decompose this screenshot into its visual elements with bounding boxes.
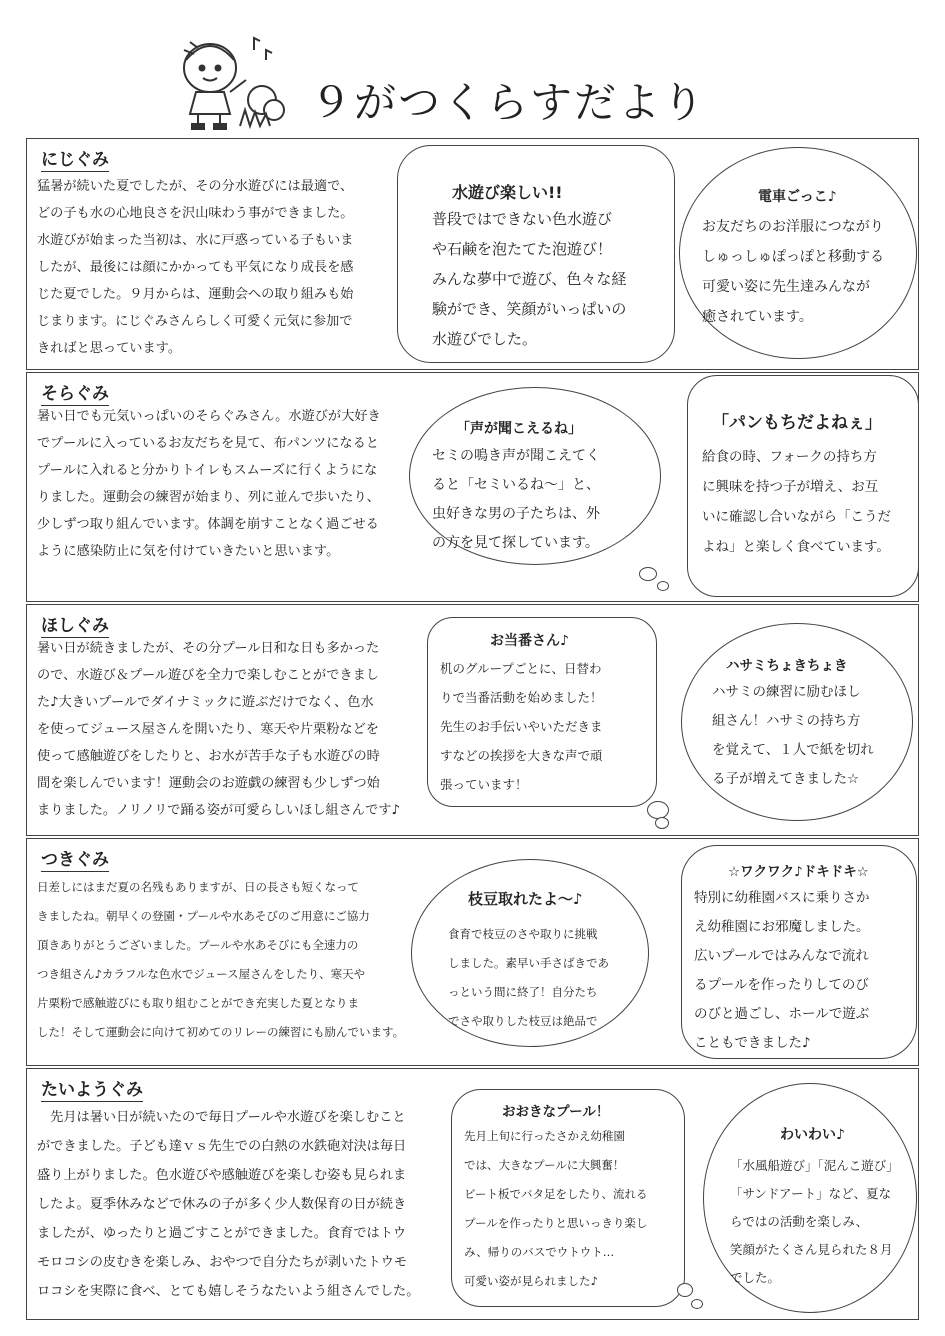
class-name: たいようぐみ	[41, 1075, 143, 1102]
class-name: にじぐみ	[41, 145, 109, 172]
topic-title: わいわい♪	[780, 1127, 845, 1143]
topic-title: ☆ワクワク♪ドキドキ☆	[728, 864, 869, 880]
class-section-niji	[26, 138, 919, 370]
thought-puff	[639, 567, 657, 581]
topic-bubble	[681, 845, 917, 1059]
header	[170, 30, 707, 130]
thought-puff	[647, 801, 669, 819]
topic-title: 「パンもちだよねぇ」	[712, 413, 882, 433]
topic-body: セミの鳴き声が聞こえてく ると「セミいるね～」と、 虫好きな男の子たちは、外 の方を見て探しています。	[432, 448, 600, 551]
class-name: ほしぐみ	[41, 611, 109, 638]
topic-title: おおきなプール！	[502, 1104, 610, 1120]
topic-body: 先月上旬に行ったさかえ幼稚園 では、大きなプールに大興奮！ ビート板でバタ足をしたり、流れる プールを作ったりと思いっきり楽し み、帰りのバスでウトウト… 可愛い姿が見られました♪	[464, 1129, 648, 1288]
topic-title: 電車ごっこ♪	[758, 189, 837, 205]
class-section-tsuki	[26, 838, 919, 1066]
topic-body: 普段ではできない色水遊び や石鹸を泡たてた泡遊び！ みんな夢中で遊び、色々な経 験ができ、笑顔がいっぱいの 水遊びでした。	[432, 210, 627, 348]
class-report: 先月は暑い日が続いたので毎日プールや水遊びを楽しむこと ができました。子ども達ｖｓ先生での白熱の水鉄砲対決は毎日 盛り上がりました。色水遊びや感触遊びを楽しむ姿も見られま したよ。夏季休みなどで休みの子が多く少人数保育の日が続き ましたが、ゆったりと過ごすことができました。食育ではトウ モロコシの皮むきを楽しみ、おやつで自分たちが剥いたトウモ ロコシを実際に食べ、とても嬉しそうなたいよう組さんでした。	[37, 1110, 420, 1299]
topic-bubble	[397, 145, 675, 363]
topic-body: 食育で枝豆のさや取りに挑戦 しました。素早い手さばきであ っという間に終了！自分たち でさや取りした枝豆は絶品で	[448, 927, 609, 1028]
topic-body: お友だちのお洋服につながり しゅっしゅぽっぽと移動する 可愛い姿に先生達みんなが 癒されています。	[702, 219, 884, 325]
topic-body: ハサミの練習に励むほし 組さん！ハサミの持ち方 を覚えて、１人で紙を切れ る子が増えてきました☆	[712, 684, 874, 787]
topic-bubble	[687, 375, 919, 597]
girl-mascot-icon	[170, 30, 300, 130]
thought-puff	[657, 581, 669, 591]
thought-puff	[655, 817, 669, 829]
topic-bubble	[427, 617, 657, 807]
class-report: 日差しにはまだ夏の名残もありますが、日の長さも短くなって きましたね。朝早くの登園・プールや水あそびのご用意にご協力 頂きありがとうございました。プールや水あそびにも全速力の つき組さん♪カラフルな色水でジュース屋さんをしたり、寒天や 片栗粉で感触遊びにも取り組むことができ充実した夏となりま した！そして運動会に向けて初めてのリレーの練習にも励んでいます。	[37, 880, 405, 1039]
topic-body: 机のグループごとに、日替わ りで当番活動を始めました！ 先生のお手伝いやいただきま すなどの挨拶を大きな声で頑 張っています！	[440, 661, 603, 792]
cloud-bubble	[681, 623, 913, 821]
topic-title: ハサミちょきちょき	[726, 658, 848, 674]
class-section-taiyou	[26, 1068, 919, 1320]
thought-puff	[691, 1299, 703, 1309]
class-report: 暑い日でも元気いっぱいのそらぐみさん。水遊びが大好き でプールに入っているお友だちを見て、布パンツになると プールに入れると分かりトイレもスムーズに行くようにな りました。運動会の練習が始まり、列に並んで歩いたり、 少しずつ取り組んでいます。体調を崩すことなく過ごせる ように感染防止に気を付けていきたいと思います。	[37, 409, 381, 559]
thought-puff	[677, 1283, 693, 1297]
class-section-sora	[26, 372, 919, 602]
class-name: つきぐみ	[41, 845, 109, 872]
topic-bubble	[451, 1089, 685, 1307]
topic-body: 特別に幼稚園バスに乗りさか え幼稚園にお邪魔しました。 広いプールではみんなで流れ るプールを作ったりしてのび のびと過ごし、ホールで遊ぶ こともできました♪	[694, 890, 870, 1051]
topic-body: 給食の時、フォークの持ち方 に興味を持つ子が増え、お互 いに確認し合いながら「こうだ よね」と楽しく食べています。	[702, 449, 891, 555]
topic-title: 「声が聞こえるね」	[456, 421, 582, 437]
page-title: ９がつくらすだより	[310, 78, 707, 127]
topic-title: 枝豆取れたよ～♪	[468, 890, 583, 908]
cloud-bubble	[409, 387, 661, 565]
class-report: 猛暑が続いた夏でしたが、その分水遊びには最適で、 どの子も水の心地良さを沢山味わう事ができました。 水遊びが始まった当初は、水に戸惑っている子もいま したが、最後には顔にかかっても平気になり成長を感 じた夏でした。９月からは、運動会への取り組みも始 じまります。にじぐみさんらしく可愛く元気に参加で きればと思っています。	[37, 179, 354, 356]
class-name: そらぐみ	[41, 379, 109, 406]
topic-title: お当番さん♪	[490, 633, 569, 649]
topic-body: 「水風船遊び」「泥んこ遊び」 「サンドアート」など、夏な らではの活動を楽しみ、 笑顔がたくさん見られた８月 でした。	[730, 1158, 899, 1285]
topic-title: 水遊び楽しい!!	[452, 183, 563, 202]
class-section-hoshi	[26, 604, 919, 836]
cloud-bubble	[411, 859, 649, 1047]
class-report: 暑い日が続きましたが、その分プール日和な日も多かった ので、水遊び＆プール遊びを全力で楽しむことができまし た♪大きいプールでダイナミックに遊ぶだけでなく、色水 を使ってジュース屋さんを開いたり、寒天や片栗粉などを 使って感触遊びをしたりと、お水が苦手な子も水遊びの時 間を楽しんでいます！運動会のお遊戯の練習も少しずつ始 まりました。ノリノリで踊る姿が可愛らしいほし組さんです♪	[37, 641, 400, 818]
cloud-bubble	[703, 1083, 917, 1313]
cloud-bubble	[679, 147, 917, 359]
